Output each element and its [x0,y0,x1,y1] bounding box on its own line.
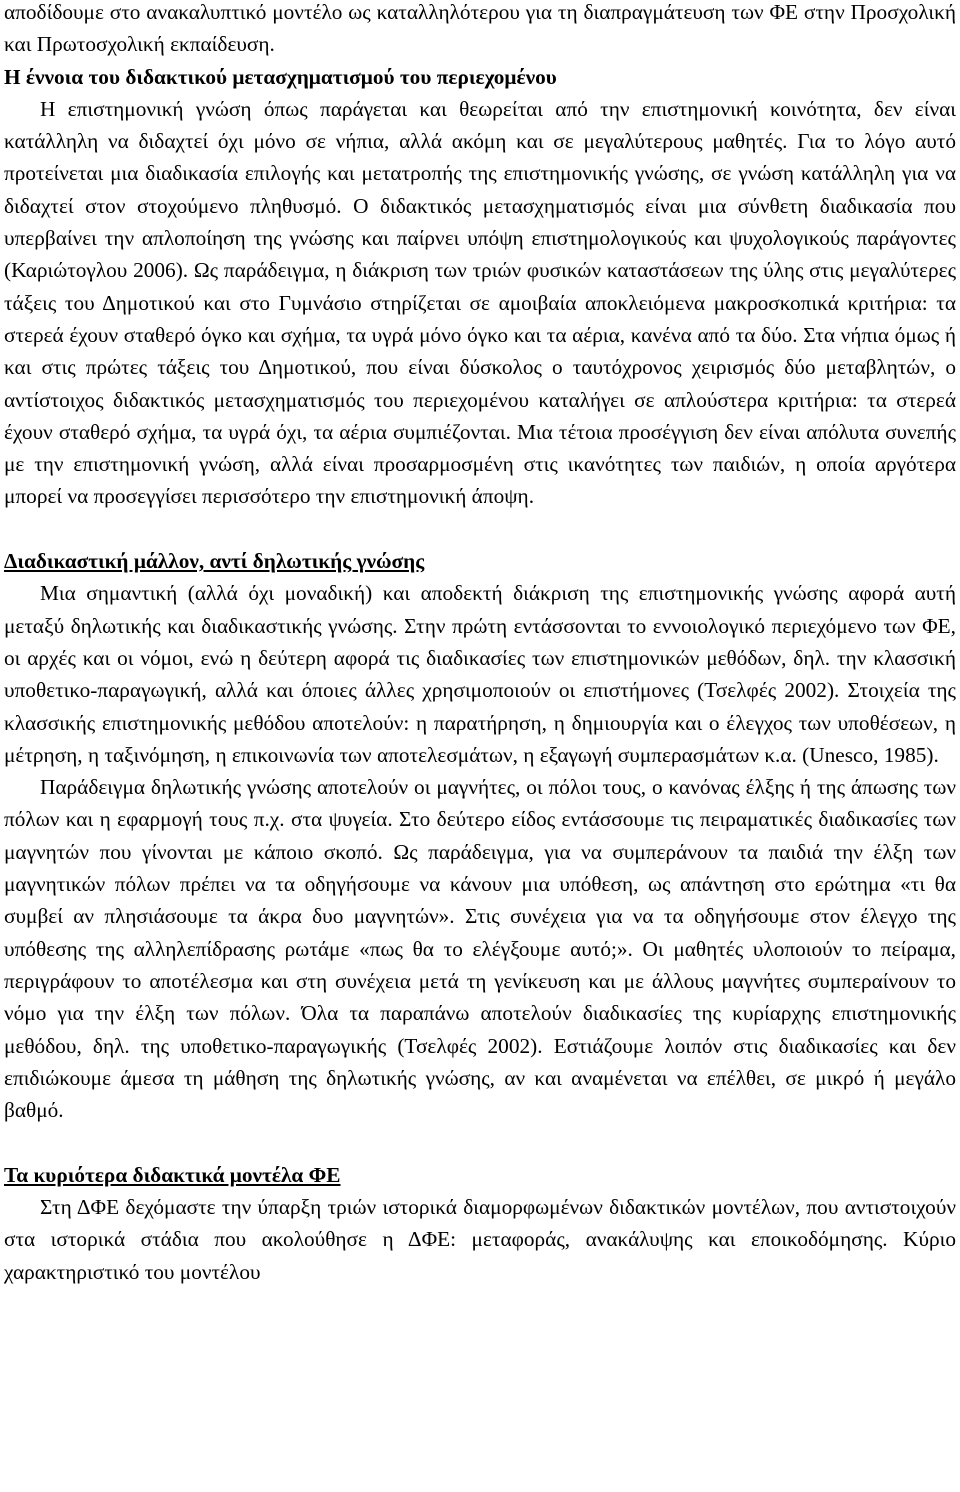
section-heading-didactic-transformation: Η έννοια του διδακτικού μετασχηματισμού του περιεχομένου [4,64,557,89]
didactic-transformation-paragraph: Η επιστημονική γνώση όπως παράγεται και θεωρείται από την επιστημονική κοινότητα, δεν είναι κατάλληλη να διδαχτεί όχι μόνο σε νήπια, αλλά ακόμη και σε μεγαλύτερους μαθητές. Για το λόγο αυτό προτείνεται μια διαδικασία επιλογής και μετατροπής της επιστημονικής γνώσης, σε γνώση κατάλληλη για να διδαχτεί στον στοχούμενο πληθυσμό. Ο διδακτικός μετασχηματισμός είναι μια σύνθετη διαδικασία που υπερβαίνει την απλοποίηση της γνώσης και παίρνει υπόψη επιστημολογικούς και ψυχολογικούς παράγοντες (Καριώτογλου 2006). Ως παράδειγμα, η διάκριση των τριών φυσικών καταστάσεων της ύλης στις μεγαλύτερες τάξεις του Δημοτικού και στο Γυμνάσιο στηρίζεται σε αμοιβαία αποκλειόμενα μακροσκοπικά κριτήρια: τα στερεά έχουν σταθερό όγκο και σχήμα, τα υγρά μόνο όγκο και τα αέρια, κανένα από τα δύο. Στα νήπια όμως ή και στις πρώτες τάξεις του Δημοτικού, που είναι δύσκολος ο ταυτόχρονος χειρισμός δύο μεταβλητών, ο αντίστοιχος διδακτικός μετασχηματισμός του περιεχομένου καταλήγει σε απλούστερα κριτήρια: τα στερεά έχουν σταθερό σχήμα, τα υγρά όχι, τα αέρια συμπιέζονται. Μια τέτοια προσέγγιση δεν είναι απόλυτα συνεπής με την επιστημονική γνώση, αλλά είναι προσαρμοσμένη στις ικανότητες των παιδιών, η οποία αργότερα μπορεί να προσεγγίσει περισσότερο την επιστημονική άποψη. [4,96,956,509]
procedural-knowledge-paragraph-1: Μια σημαντική (αλλά όχι μοναδική) και αποδεκτή διάκριση της επιστημονικής γνώσης αφορά αυτή μεταξύ δηλωτικής και διαδικαστικής γνώσης. Στην πρώτη εντάσσονται το εννοιολογικό περιεχόμενο των ΦΕ, οι αρχές και οι νόμοι, ενώ η δεύτερη αφορά τις διαδικασίες των επιστημονικών μεθόδων, δηλ. την κλασσική υποθετικο-παραγωγική, αλλά και όποιες άλλες χρησιμοποιούν οι επιστήμονες (Τσελφές 2002). Στοιχεία της κλασσικής επιστημονικής μεθόδου αποτελούν: η παρατήρηση, η δημιουργία και ο έλεγχος των υποθέσεων, η μέτρηση, η ταξινόμηση, η επικοινωνία των αποτελεσμάτων, η εξαγωγή συμπερασμάτων κ.α. (Unesco, 1985). [4,581,956,767]
teaching-models-paragraph: Στη ΔΦΕ δεχόμαστε την ύπαρξη τριών ιστορικά διαμορφωμένων διδακτικών μοντέλων, που αντιστοιχούν στα ιστορικά στάδια που ακολούθησε η ΔΦΕ: μεταφοράς, ανακάλυψης και εποικοδόμησης. Κύριο χαρακτηριστικό του μοντέλου [4,1194,956,1284]
section-spacer [4,513,956,545]
procedural-knowledge-paragraph-2: Παράδειγμα δηλωτικής γνώσης αποτελούν οι μαγνήτες, οι πόλοι τους, ο κανόνας έλξης ή της άπωσης των πόλων και η εφαρμογή τους π.χ. στα ψυγεία. Στο δεύτερο είδος εντάσσουμε τις πειραματικές διαδικασίες των μαγνητών που γίνονται με κάποιο σκοπό. Ως παράδειγμα, για να συμπεράνουν τα παιδιά την έλξη των μαγνητικών πόλων πρέπει να τα οδηγήσουμε να κάνουν μια υπόθεση, ως απάντηση στο ερώτημα «τι θα συμβεί αν πλησιάσουμε τα άκρα δυο μαγνητών». Στις συνέχεια για να τα οδηγήσουμε στον έλεγχο της υπόθεσης της αλληλεπίδρασης ρωτάμε «πως θα το ελέγξουμε αυτό;». Οι μαθητές υλοποιούν το πείραμα, περιγράφουν το αποτέλεσμα και στη συνέχεια μετά τη γενίκευση και με άλλους μαγνήτες συμπεραίνουν το νόμο για την έλξη των πόλων. Όλα τα παραπάνω αποτελούν διαδικασίες της κυρίαρχης επιστημονικής μεθόδου, δηλ. της υποθετικο-παραγωγικής (Τσελφές 2002). Εστιάζουμε λοιπόν στις διαδικασίες και δεν επιδιώκουμε άμεσα τη μάθηση της δηλωτικής γνώσης, αν και αναμένεται να επέλθει, σε μικρό ή μεγάλο βαθμό. [4,775,956,1123]
intro-paragraph: αποδίδουμε στο ανακαλυπτικό μοντέλο ως καταλληλότερου για τη διαπραγμάτευση των ΦΕ στην Προσχολική και Πρωτοσχολική εκπαίδευση. [4,0,956,57]
section-spacer [4,1126,956,1158]
section-heading-procedural-knowledge: Διαδικαστική μάλλον, αντί δηλωτικής γνώσης [4,549,425,574]
section-heading-teaching-models: Τα κυριότερα διδακτικά μοντέλα ΦΕ [4,1162,341,1187]
document-page [4,0,956,1288]
